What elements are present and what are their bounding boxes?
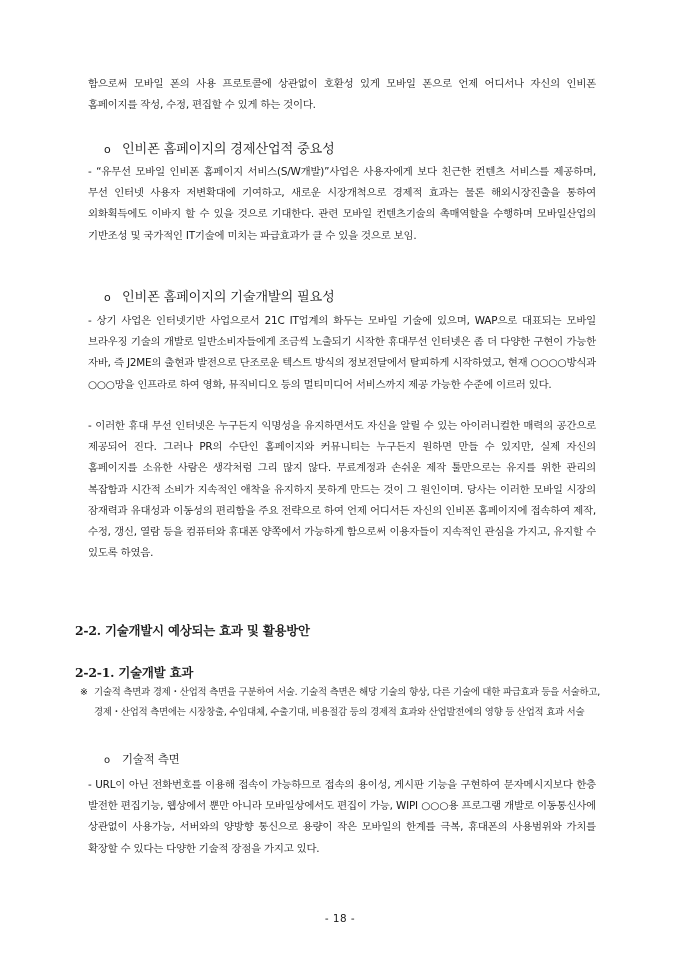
subsection-title: 2-2-1. 기술개발 효과 (75, 665, 194, 680)
instruction-note-text: 기술적 측면과 경제・산업적 측면을 구분하여 서술. 기술적 측면은 해당 기술의 향상, 다른 기술에 대한 파급효과 등을 서술하고, 경제・산업적 측면에는 시장창출, 수입대체, 수출기대, 비용절감 등의 경제적 효과와 산업발전에의 영향 등 산업적 효과 서술 (94, 687, 600, 718)
circle-bullet-icon: ο (104, 291, 111, 304)
page-number: - 18 - (324, 913, 356, 925)
technical-aspect-heading-text: 기술적 측면 (122, 752, 180, 766)
technical-aspect-paragraph: - URL이 아닌 전화번호를 이용해 접속이 가능하므로 접속의 용이성, 게시판 기능을 구현하여 문자메시지보다 한층 발전한 편집기능, 웹상에서 뿐만 아니라 모바일상에서도 편집이 가능, WIPI ○○○용 프로그램 개발로 이동통신사에 상관없이 사용가능, 서버와의 양방향 통신으로 용량이 작은 모바일의 한계를 극복, 휴대폰의 사용범위와 가치를 확장할 수 있다는 다양한 기술적 장점을 가지고 있다. (88, 779, 596, 855)
economic-importance-heading (104, 141, 335, 159)
tech-necessity-paragraph-1: - 상기 사업은 인터넷기반 사업으로서 21C IT업계의 화두는 모바일 기술에 있으며, WAP으로 대표되는 모바일 브라우징 기술의 개발로 일반소비자들에게 조금씩 노출되기 시작한 휴대무선 인터넷은 좀 더 다양한 구현이 가능한 자바, 즉 J2ME의 출현과 발전으로 단조로운 텍스트 방식의 정보전달에서 탈피하게 시작하였고, 현재 ○○○○방식과 ○○○망을 인프라로 하여 영화, 뮤직비디오 등의 멀티미디어 서비스까지 제공 가능한 수준에 이르러 있다. (88, 315, 596, 391)
circle-bullet-icon: ο (104, 143, 111, 156)
section-title: 2-2. 기술개발시 예상되는 효과 및 활용방안 (75, 623, 310, 638)
tech-necessity-heading-text: 인비폰 홈페이지의 기술개발의 필요성 (122, 290, 335, 305)
economic-importance-heading-text: 인비폰 홈페이지의 경제산업적 중요성 (122, 142, 335, 157)
instruction-note (80, 683, 600, 722)
reference-mark-icon: ※ (80, 687, 88, 698)
intro-paragraph: 함으로써 모바일 폰의 사용 프로토콜에 상관없이 호환성 있게 모바일 폰으로 언제 어디서나 자신의 인비폰 홈페이지를 작성, 수정, 편집할 수 있게 하는 것이다. (88, 78, 596, 112)
tech-necessity-heading (104, 289, 335, 307)
economic-importance-paragraph: - “유무선 모바일 인비폰 홈페이지 서비스(S/W개발)”사업은 사용자에게 보다 친근한 컨텐츠 서비스를 제공하며, 무선 인터넷 사용자 저변확대에 기여하고, 새로운 시장개척으로 경제적 효과는 물론 해외시장진출을 통하여 외화획득에도 이바지 할 수 있을 것으로 기대한다. 관련 모바일 컨텐츠기술의 촉매역할을 수행하며 모바일산업의 기반조성 및 국가적인 IT기술에 미치는 파급효과가 클 수 있을 것으로 보임. (88, 166, 596, 242)
circle-bullet-icon: ο (104, 755, 110, 766)
technical-aspect-heading (104, 750, 179, 770)
tech-necessity-paragraph-2: - 이러한 휴대 무선 인터넷은 누구든지 익명성을 유지하면서도 자신을 알릴 수 있는 아이러니컬한 매력의 공간으로 제공되어 진다. 그러나 PR의 수단인 홈페이지와 커뮤니티는 누구든지 원하면 만들 수 있지만, 실제 자신의 홈페이지를 소유한 사람은 생각처럼 그리 많지 않다. 무료계정과 손쉬운 제작 툴만으로는 유지를 위한 관리의 복잡함과 시간적 소비가 지속적인 애착을 유지하지 못하게 만드는 것이 그 원인이며. 당사는 이러한 모바일 시장의 잠재력과 유대성과 이동성의 편리함을 주요 전략으로 하여 언제 어디서든 자신의 인비폰 홈페이지에 접속하여 제작, 수정, 갱신, 열람 등을 컴퓨터와 휴대폰 양쪽에서 가능하게 함으로써 이용자들이 지속적인 관심을 가지고, 유지할 수 있도록 하였음. (88, 420, 596, 560)
